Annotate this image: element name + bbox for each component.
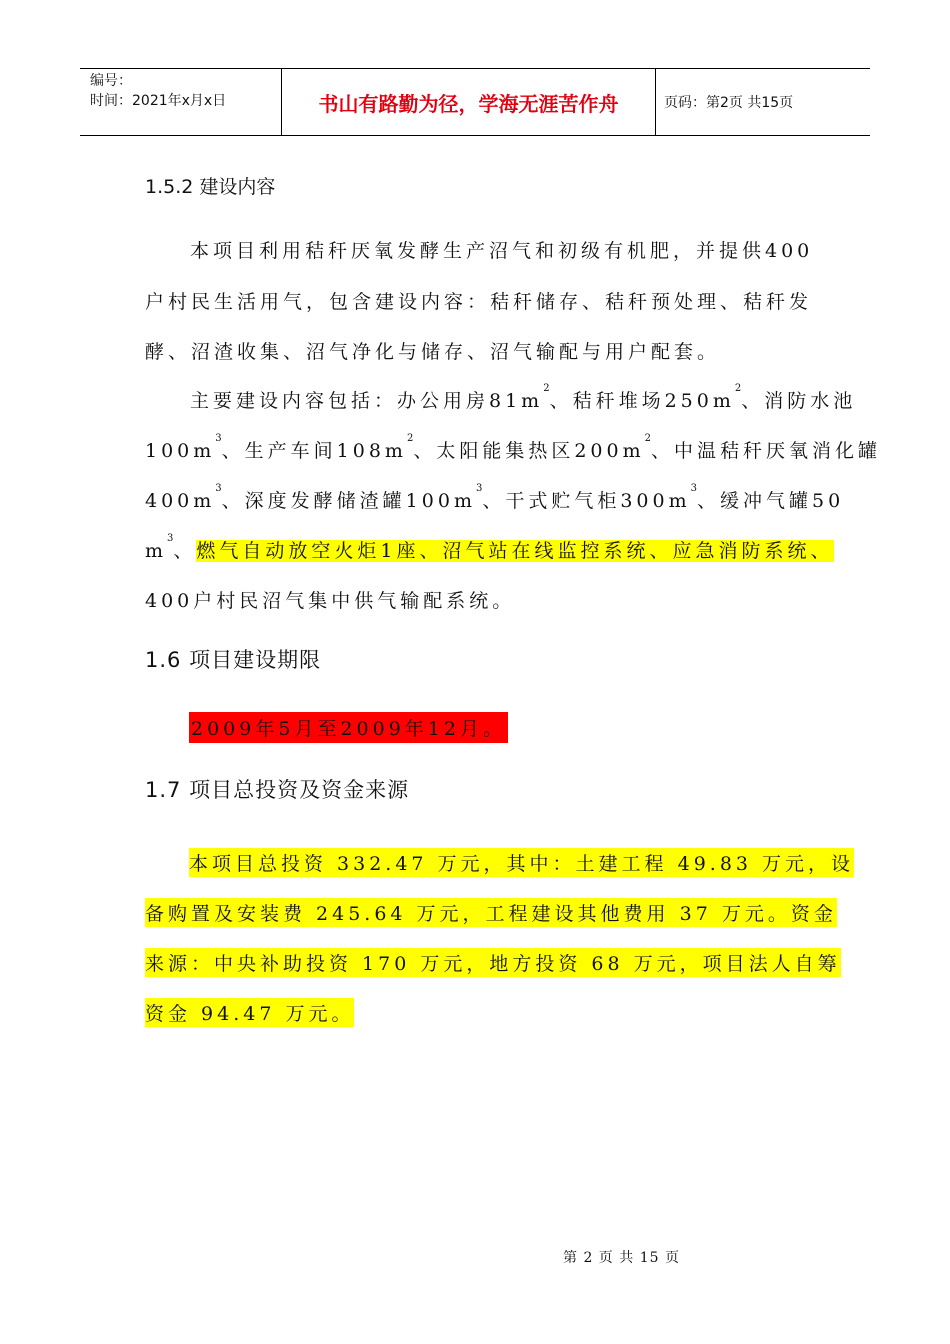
header-motto: 书山有路勤为径，学海无涯苦作舟: [282, 69, 656, 135]
page-header: [80, 68, 870, 136]
paragraph-line: $400m^3$、深度发酵储渣罐$100m^3$、干式贮气柜$300m^3$、缓冲气罐50: [145, 483, 845, 512]
investment-line: 资金 94.47 万元。: [145, 998, 354, 1027]
section-heading-1-7: 1.7 项目总投资及资金来源: [145, 778, 410, 802]
paragraph-line: $m^3$、燃气自动放空火炬1座、沼气站在线监控系统、应急消防系统、: [145, 533, 834, 562]
section-heading-1-6: 1.6 项目建设期限: [145, 648, 322, 672]
paragraph-line: 户村民生活用气，包含建设内容：秸秆储存、秸秆预处理、秸秆发: [145, 291, 813, 313]
highlighted-text: 燃气自动放空火炬1座、沼气站在线监控系统、应急消防系统、: [196, 540, 834, 562]
header-meta: [80, 69, 282, 135]
document-number-label: 编号：: [90, 73, 132, 89]
construction-period: 2009年5月至2009年12月。: [189, 712, 508, 743]
page-footer: 第 2 页 共 15 页: [563, 1250, 680, 1266]
paragraph-line: 酵、沼渣收集、沼气净化与储存、沼气输配与用户配套。: [145, 341, 721, 363]
header-page-info: 页码：第2页 共15页: [664, 95, 794, 111]
paragraph-line: 主要建设内容包括：办公用房$81m^2$、秸秆堆场$250m^2$、消防水池: [190, 383, 857, 412]
section-heading-1-5-2: 1.5.2 建设内容: [145, 176, 276, 198]
paragraph-line: $100m^3$、生产车间$108m^2$、太阳能集热区$200m^2$、中温秸秆厌氧消化罐: [145, 433, 882, 462]
document-date: 时间：2021年x月x日: [90, 93, 227, 109]
investment-line: 备购置及安装费 245.64 万元，工程建设其他费用 37 万元。资金: [145, 898, 837, 927]
paragraph-line: 400户村民沼气集中供气输配系统。: [145, 590, 516, 612]
investment-line: 来源：中央补助投资 170 万元，地方投资 68 万元，项目法人自筹: [145, 948, 841, 977]
investment-line: 本项目总投资 332.47 万元，其中：土建工程 49.83 万元，设: [189, 848, 854, 877]
paragraph-line: 本项目利用秸秆厌氧发酵生产沼气和初级有机肥，并提供400: [190, 240, 814, 262]
